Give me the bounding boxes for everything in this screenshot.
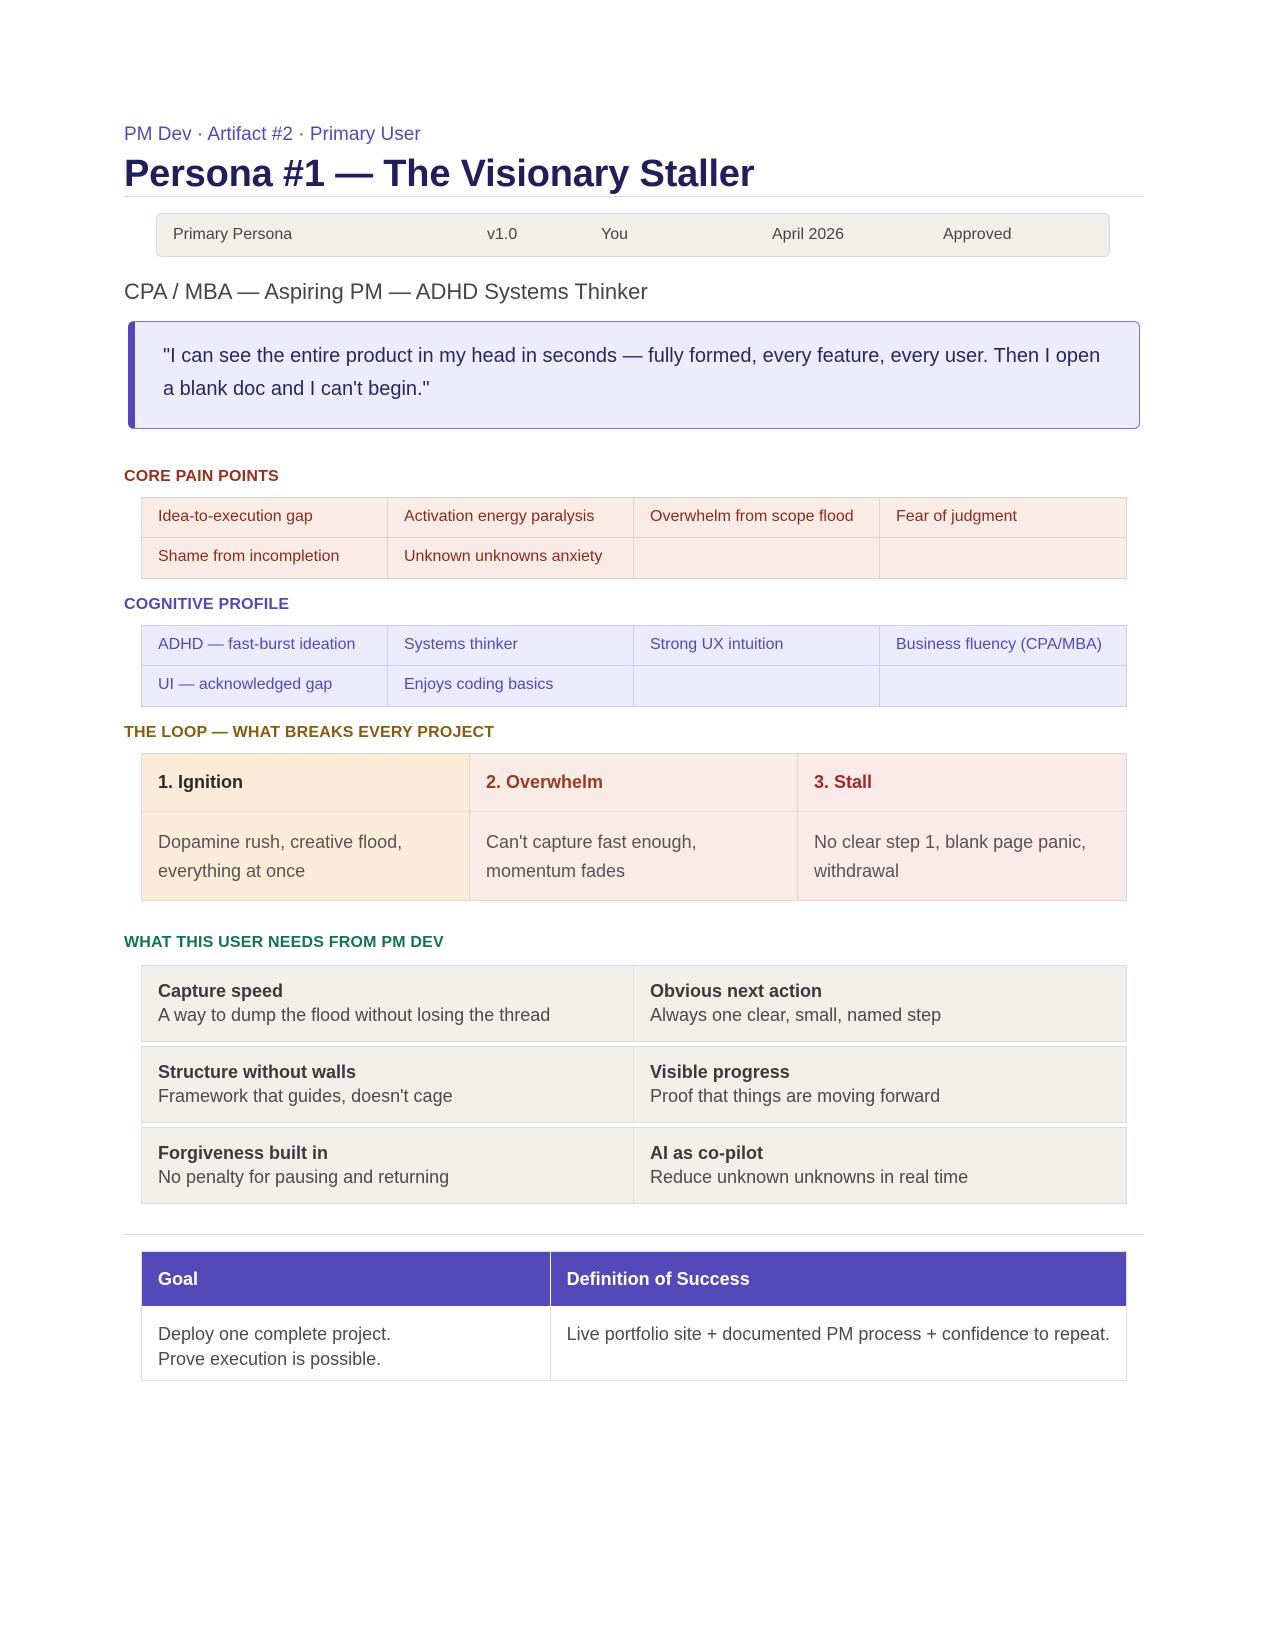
breadcrumb: PM Dev · Artifact #2 · Primary User: [124, 124, 421, 145]
meta-bar: [156, 213, 1110, 257]
pain-points-grid: [141, 497, 1127, 579]
meta-version: v1.0: [487, 226, 518, 243]
need-title: Visible progress: [650, 1062, 790, 1082]
loop-stage-body: Can't capture fast enough, momentum fades: [486, 832, 697, 881]
loop-stage-title: 1. Ignition: [142, 754, 469, 812]
empty-cell: [634, 538, 880, 578]
need-desc: Framework that guides, doesn't cage: [158, 1086, 453, 1106]
loop-table: [141, 753, 1127, 901]
need-desc: Proof that things are moving forward: [650, 1086, 941, 1106]
cognitive-trait: Business fluency (CPA/MBA): [880, 626, 1126, 666]
cognitive-profile-label: COGNITIVE PROFILE: [124, 596, 290, 613]
persona-document: [124, 124, 1144, 1381]
need-title: Obvious next action: [650, 981, 823, 1001]
loop-stage-ignition: [142, 754, 470, 900]
goal-cell: [142, 1306, 550, 1380]
needs-label: WHAT THIS USER NEEDS FROM PM DEV: [124, 934, 444, 951]
cognitive-profile-grid: [141, 625, 1127, 707]
pain-points-label: CORE PAIN POINTS: [124, 468, 279, 485]
meta-owner: You: [601, 226, 628, 243]
need-title: Structure without walls: [158, 1062, 357, 1082]
section-divider: [124, 1234, 1144, 1235]
empty-cell: [880, 538, 1126, 578]
loop-stage-overwhelm: [470, 754, 798, 900]
needs-grid: [141, 965, 1127, 1204]
loop-stage-body: Dopamine rush, creative flood, everything at once: [158, 832, 403, 881]
cognitive-trait: UI — acknowledged gap: [142, 666, 388, 706]
meta-type: Primary Persona: [173, 226, 293, 243]
loop-stage-title: 2. Overwhelm: [470, 754, 797, 812]
persona-quote: "I can see the entire product in my head in seconds — fully formed, every feature, every user. Then I open a blank doc and I can't begin.": [128, 321, 1140, 429]
pain-point: Unknown unknowns anxiety: [388, 538, 634, 578]
goal-line: Prove execution is possible.: [158, 1349, 382, 1369]
status-badge: Approved: [943, 226, 1012, 243]
cognitive-trait: Systems thinker: [388, 626, 634, 666]
page-title: Persona #1 — The Visionary Staller: [124, 153, 755, 195]
pain-point: Fear of judgment: [880, 498, 1126, 538]
need-item: [634, 1046, 1127, 1123]
success-header: Definition of Success: [550, 1252, 1126, 1306]
empty-cell: [634, 666, 880, 706]
need-desc: Always one clear, small, named step: [650, 1005, 942, 1025]
pain-point: Shame from incompletion: [142, 538, 388, 578]
cognitive-trait: Enjoys coding basics: [388, 666, 634, 706]
success-cell: Live portfolio site + documented PM process + confidence to repeat.: [550, 1306, 1126, 1380]
need-item: [634, 1127, 1127, 1204]
need-desc: No penalty for pausing and returning: [158, 1167, 450, 1187]
loop-stage-title: 3. Stall: [798, 754, 1126, 812]
empty-cell: [880, 666, 1126, 706]
need-title: AI as co-pilot: [650, 1143, 764, 1163]
goal-table: [141, 1251, 1127, 1381]
need-item: [634, 965, 1127, 1042]
meta-date: April 2026: [772, 226, 845, 243]
pain-point: Overwhelm from scope flood: [634, 498, 880, 538]
need-title: Forgiveness built in: [158, 1143, 329, 1163]
need-item: [141, 965, 634, 1042]
goal-header: Goal: [142, 1252, 550, 1306]
need-desc: A way to dump the flood without losing the thread: [158, 1005, 551, 1025]
pain-point: Activation energy paralysis: [388, 498, 634, 538]
cognitive-trait: Strong UX intuition: [634, 626, 880, 666]
need-item: [141, 1046, 634, 1123]
title-divider: [124, 196, 1144, 197]
loop-stage-body: No clear step 1, blank page panic, withdrawal: [814, 832, 1087, 881]
cognitive-trait: ADHD — fast-burst ideation: [142, 626, 388, 666]
need-title: Capture speed: [158, 981, 284, 1001]
pain-point: Idea-to-execution gap: [142, 498, 388, 538]
persona-subtitle: CPA / MBA — Aspiring PM — ADHD Systems Thinker: [124, 279, 648, 304]
loop-label: THE LOOP — WHAT BREAKS EVERY PROJECT: [124, 724, 495, 741]
need-item: [141, 1127, 634, 1204]
goal-line: Deploy one complete project.: [158, 1324, 392, 1344]
loop-stage-stall: [798, 754, 1126, 900]
need-desc: Reduce unknown unknowns in real time: [650, 1167, 969, 1187]
